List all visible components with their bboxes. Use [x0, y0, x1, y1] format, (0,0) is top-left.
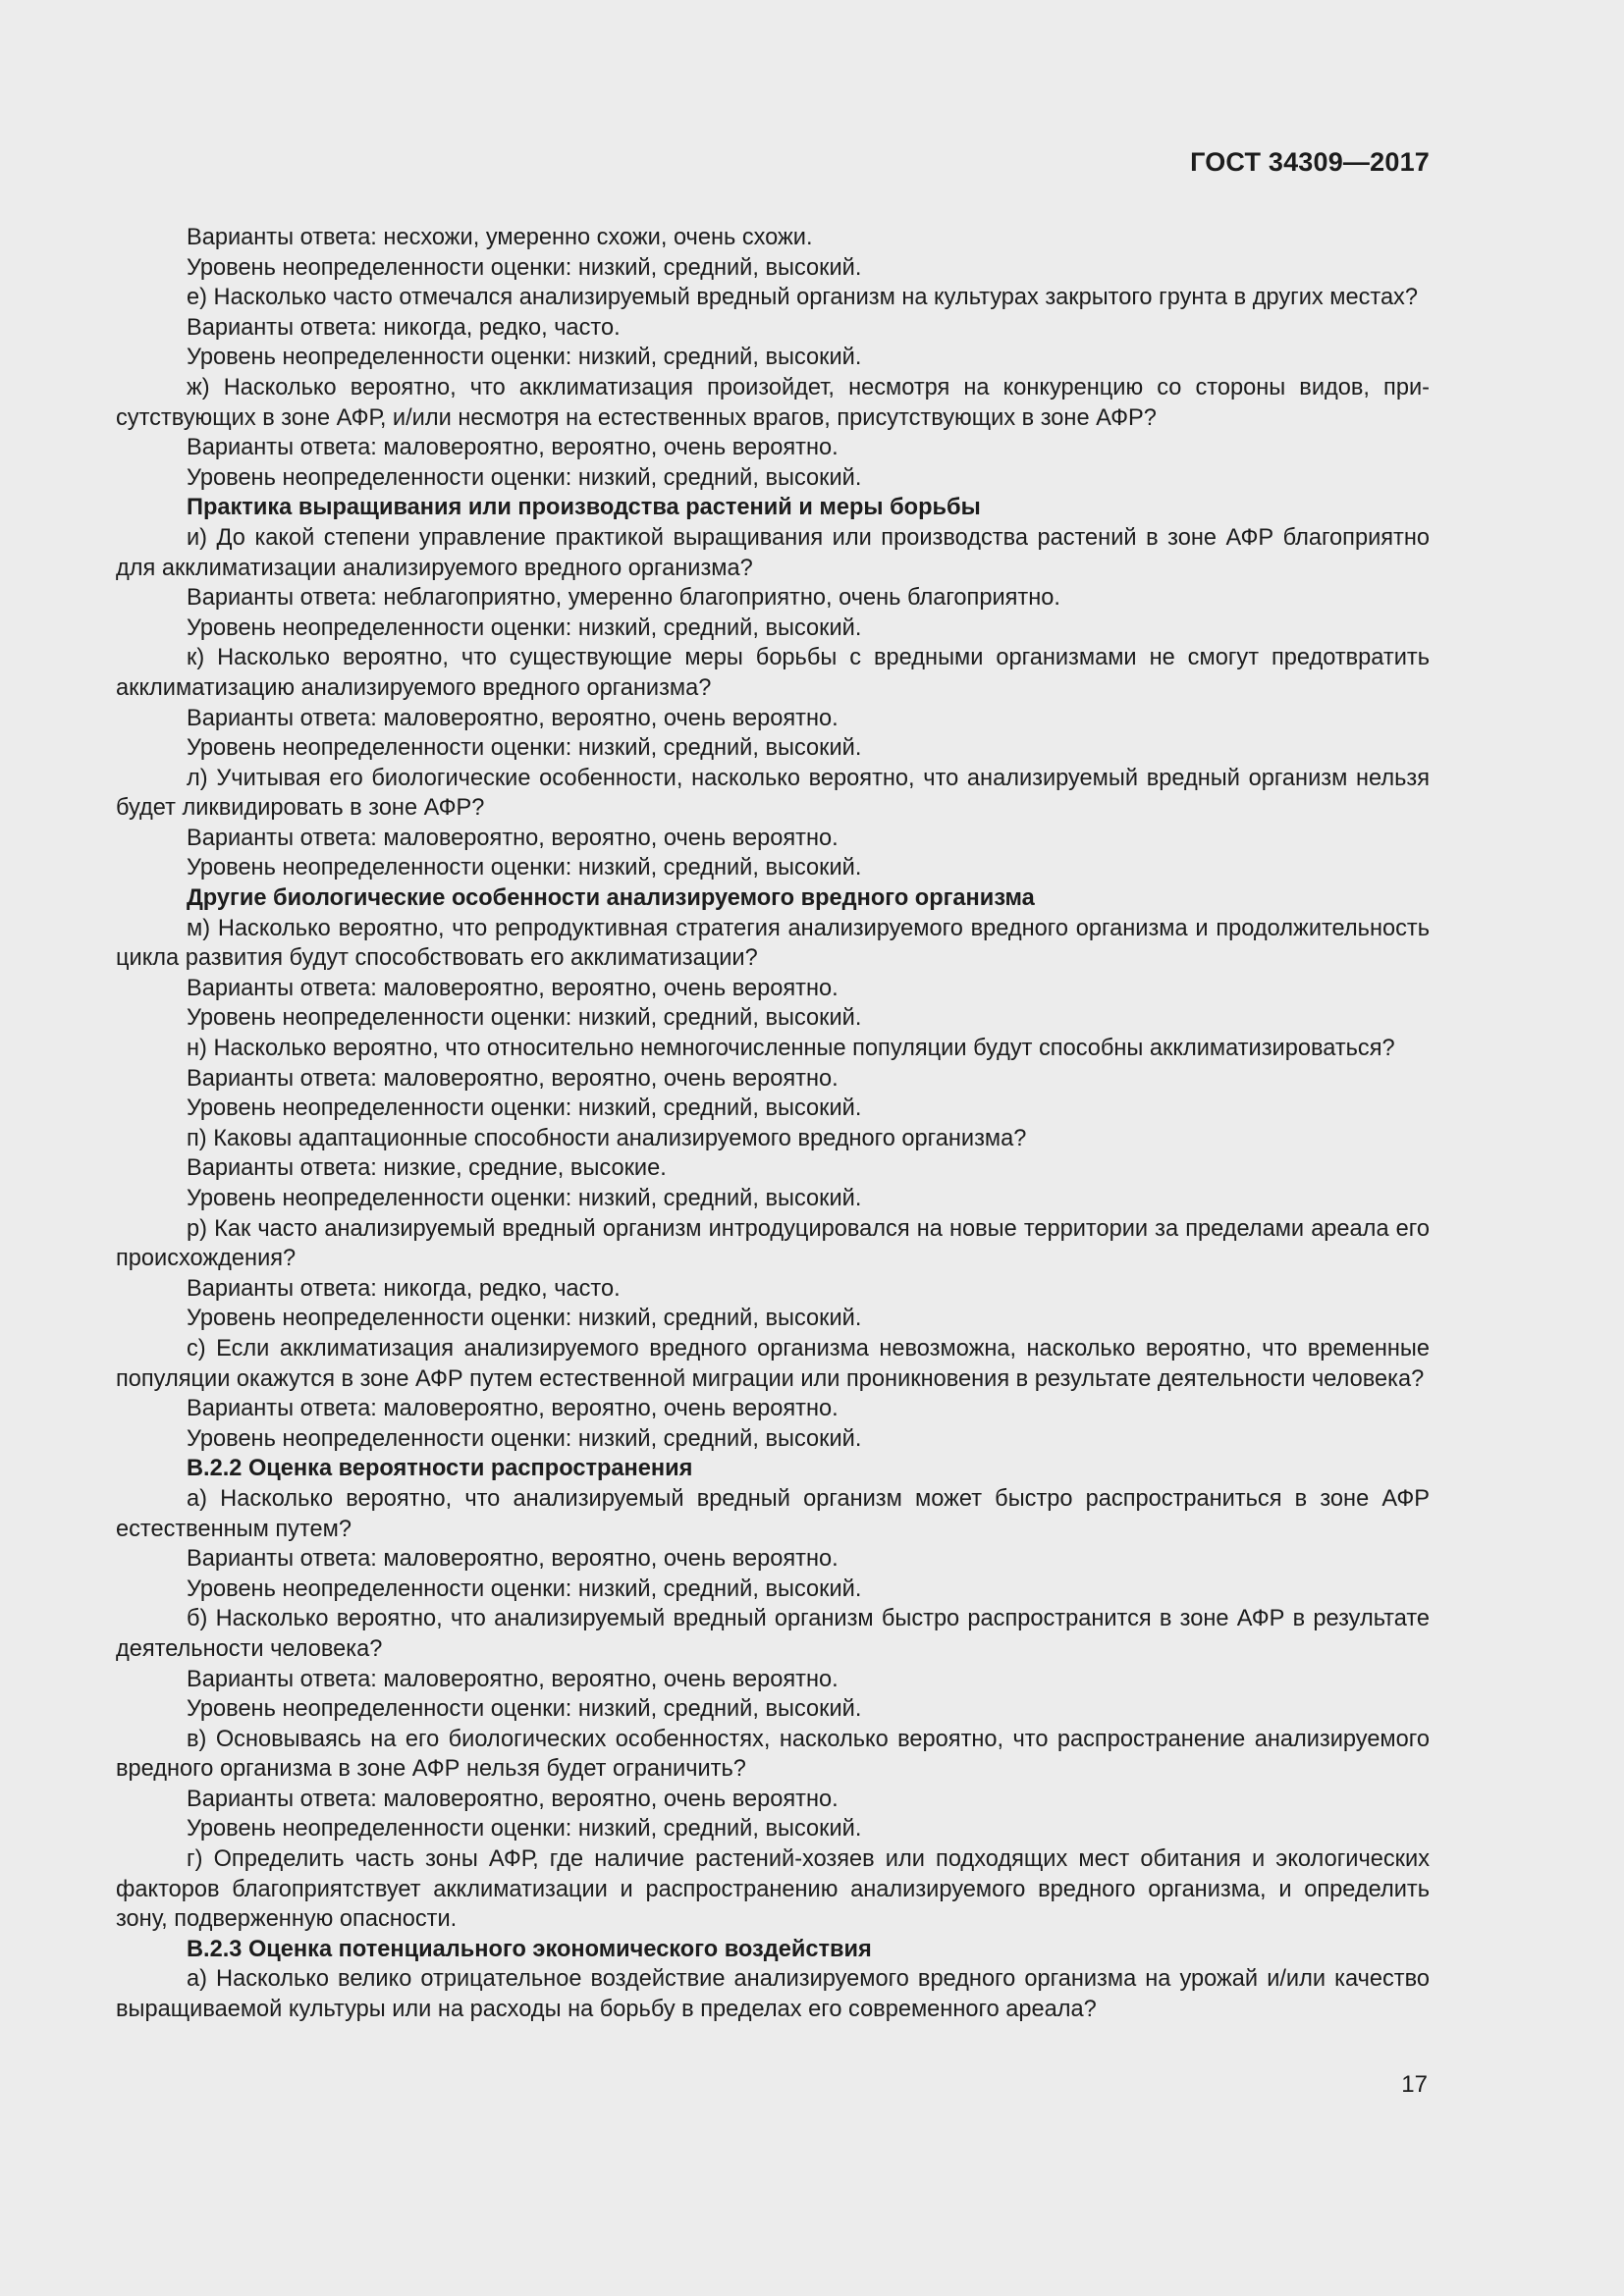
paragraph: Варианты ответа: никогда, редко, часто.	[187, 1275, 621, 1302]
paragraph: п) Каковы адаптационные способности анализируемого вредного организма?	[187, 1125, 1027, 1151]
paragraph: Уровень неопределенности оценки: низкий, средний, высокий.	[187, 1306, 862, 1332]
paragraph: Уровень неопределенности оценки: низкий, средний, высокий.	[187, 345, 862, 371]
section-heading: Другие биологические особенности анализируемого вредного организма	[187, 885, 1035, 912]
paragraph: и) До какой степени управление практикой выращивания или производства растений в зоне АФР благоприятно для акклиматизации анализируемого вредного организма?	[116, 524, 1430, 581]
page-number: 17	[1401, 2071, 1428, 2098]
paragraph: Уровень неопределенности оценки: низкий, средний, высокий.	[187, 1005, 862, 1032]
paragraph: Варианты ответа: маловероятно, вероятно, очень вероятно.	[187, 975, 839, 1001]
paragraph: Уровень неопределенности оценки: низкий, средний, высокий.	[187, 855, 862, 881]
paragraph: Варианты ответа: маловероятно, вероятно, очень вероятно.	[187, 1786, 839, 1812]
paragraph: Уровень неопределенности оценки: низкий, средний, высокий.	[187, 1575, 862, 1602]
paragraph: а) Насколько велико отрицательное воздействие анализируемого вредного организма на урожай и/или качество выращиваемой культуры или на расходы на борьбу в пределах его современного ареала?	[116, 1966, 1430, 2023]
paragraph: м) Насколько вероятно, что репродуктивная стратегия анализируемого вредного организма и продолжительность цикла развития будут способствовать его акклиматизации?	[116, 915, 1430, 972]
standard-header: ГОСТ 34309—2017	[1190, 147, 1430, 177]
paragraph: л) Учитывая его биологические особенности, насколько вероятно, что анализируемый вредный организм нельзя будет ликвидировать в зоне АФР?	[116, 765, 1430, 822]
paragraph: е) Насколько часто отмечался анализируемый вредный организм на культурах закрытого грунта в других местах?	[187, 285, 1418, 311]
paragraph: а) Насколько вероятно, что анализируемый вредный организм может быстро распространиться в зоне АФР естественным путем?	[116, 1485, 1430, 1542]
section-heading: В.2.2 Оценка вероятности распространения	[187, 1456, 693, 1482]
paragraph: Уровень неопределенности оценки: низкий, средний, высокий.	[187, 1186, 862, 1211]
paragraph: Варианты ответа: маловероятно, вероятно, очень вероятно.	[187, 1065, 839, 1092]
paragraph: Уровень неопределенности оценки: низкий, средний, высокий.	[187, 1095, 862, 1122]
paragraph: Уровень неопределенности оценки: низкий, средний, высокий.	[187, 1816, 862, 1842]
paragraph: Варианты ответа: маловероятно, вероятно, очень вероятно.	[187, 825, 839, 851]
paragraph: с) Если акклиматизация анализируемого вредного организма невозможна, насколько вероятно, что временные популяции окажутся в зоне АФР путем естественной миграции или проникновения в результате деятельности человека?	[116, 1335, 1430, 1392]
paragraph: в) Основываясь на его биологических особенностях, насколько вероятно, что распространение анализируемого вредного организма в зоне АФР нельзя будет ограничить?	[116, 1726, 1430, 1783]
paragraph: Варианты ответа: маловероятно, вероятно, очень вероятно.	[187, 705, 839, 731]
paragraph: Уровень неопределенности оценки: низкий, средний, высокий.	[187, 254, 862, 281]
paragraph: Варианты ответа: маловероятно, вероятно, очень вероятно.	[187, 1546, 839, 1573]
paragraph: Уровень неопределенности оценки: низкий, средний, высокий.	[187, 735, 862, 762]
paragraph: Варианты ответа: низкие, средние, высокие.	[187, 1155, 667, 1182]
section-heading: В.2.3 Оценка потенциального экономического воздействия	[187, 1936, 872, 1962]
document-body	[116, 223, 1430, 2025]
paragraph: г) Определить часть зоны АФР, где наличие растений-хозяев или подходящих мест обитания и экологических факторов благоприятствует акклиматизации и распространению анализируемого вредного организма, и определить зону, подверженную опасности.	[116, 1846, 1430, 1933]
paragraph: Варианты ответа: маловероятно, вероятно, очень вероятно.	[187, 1396, 839, 1422]
paragraph: Уровень неопределенности оценки: низкий, средний, высокий.	[187, 1696, 862, 1723]
paragraph: б) Насколько вероятно, что анализируемый вредный организм быстро распространится в зоне АФР в результате деятельности человека?	[116, 1606, 1430, 1662]
paragraph: Уровень неопределенности оценки: низкий, средний, высокий.	[187, 614, 862, 641]
paragraph: Уровень неопределенности оценки: низкий, средний, высокий.	[187, 1425, 862, 1452]
paragraph: к) Насколько вероятно, что существующие меры борьбы с вредными организмами не смогут предотвратить акклиматизацию анализируемого вредного организма?	[116, 645, 1430, 701]
paragraph: Варианты ответа: никогда, редко, часто.	[187, 314, 621, 341]
paragraph: Уровень неопределенности оценки: низкий, средний, высокий.	[187, 464, 862, 491]
section-heading: Практика выращивания или производства растений и меры борьбы	[187, 495, 981, 521]
paragraph: р) Как часто анализируемый вредный организм интродуцировался на новые территории за пределами ареала его происхождения?	[116, 1215, 1430, 1272]
paragraph: Варианты ответа: несхожи, умеренно схожи, очень схожи.	[187, 225, 813, 250]
paragraph: Варианты ответа: неблагоприятно, умеренно благоприятно, очень благоприятно.	[187, 585, 1060, 612]
paragraph: Варианты ответа: маловероятно, вероятно, очень вероятно.	[187, 435, 839, 461]
paragraph: Варианты ответа: маловероятно, вероятно, очень вероятно.	[187, 1666, 839, 1692]
paragraph: ж) Насколько вероятно, что акклиматизация произойдет, несмотря на конкуренцию со стороны видов, присутствующих в зоне АФР, и/или несмотря на естественных врагов, присутствующих в зоне АФР?	[116, 374, 1430, 431]
paragraph: н) Насколько вероятно, что относительно немногочисленные популяции будут способны акклиматизироваться?	[187, 1036, 1395, 1062]
